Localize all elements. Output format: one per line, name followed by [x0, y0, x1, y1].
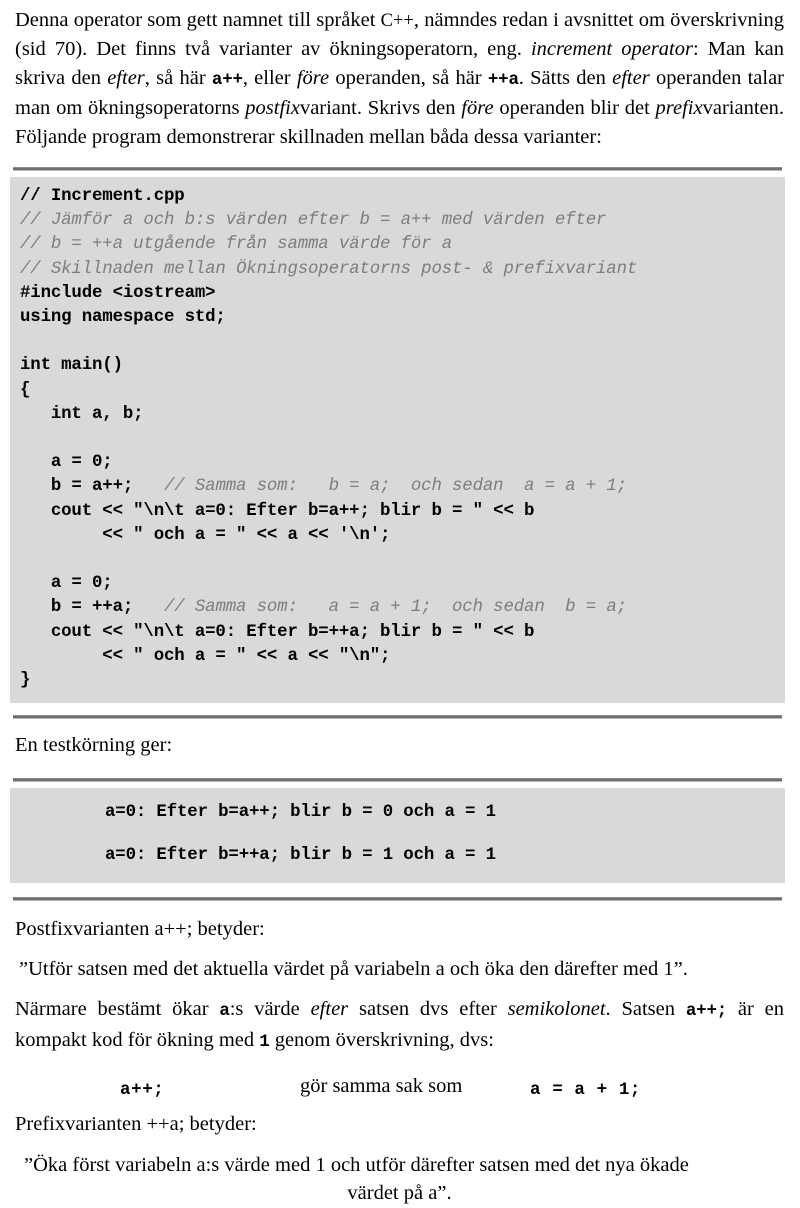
code-text: cout << "\n\t a=0: Efter b=a++; blir b = " << b [20, 501, 535, 521]
code-text: } [20, 671, 31, 691]
code-block [10, 177, 785, 703]
output-block [10, 788, 785, 883]
code-blank-line [10, 548, 785, 572]
code-text: << " och a = " << a << "\n"; [20, 646, 391, 666]
prefix-heading [0, 1110, 800, 1138]
test-run-label: En testkörning ger: [15, 734, 173, 757]
code-line [10, 475, 785, 499]
code-line [10, 185, 785, 209]
code-line [10, 451, 785, 475]
code-comment: // b = ++a utgående från samma värde för a [20, 235, 453, 255]
code-text: int main() [20, 356, 123, 376]
code-text: using namespace std; [20, 308, 226, 328]
spacer [0, 901, 800, 915]
spacer [0, 1056, 800, 1072]
code-comment: // Jämför a och b:s värden efter b = a++ med värden efter [20, 211, 607, 231]
spacer [0, 760, 800, 778]
code-comment: // Skillnaden mellan Ökningsoperatorns post- & prefixvariant [20, 259, 638, 279]
code-text: { [20, 380, 31, 400]
spacer [0, 1139, 800, 1151]
equivalence-left: a++; [120, 1080, 165, 1101]
prefix-heading-post: betyder: [184, 1113, 257, 1136]
code-text: b = ++a; [20, 598, 134, 618]
spacer [0, 943, 800, 955]
prefix-heading-code: ++a; [146, 1113, 185, 1136]
output-line: a=0: Efter b=a++; blir b = 0 och a = 1 [105, 802, 496, 822]
spacer [0, 983, 800, 995]
postfix-heading-pre: Postfixvarianten [15, 917, 155, 940]
equivalence-right: a = a + 1; [530, 1080, 642, 1101]
code-line [10, 403, 785, 427]
code-text: << " och a = " << a << '\n'; [20, 525, 391, 545]
code-comment-title: // Increment.cpp [20, 187, 185, 207]
code-text: cout << "\n\t a=0: Efter b=++a; blir b = " << b [20, 622, 535, 642]
spacer [0, 719, 800, 731]
code-line [10, 524, 785, 548]
code-text: int a, b; [20, 404, 144, 424]
code-line [10, 354, 785, 378]
code-comment: // Samma som: b = a; och sedan a = a + 1; [133, 477, 627, 497]
code-line [10, 306, 785, 330]
code-line [10, 621, 785, 645]
prefix-quote-line-1: ”Öka först variabeln a:s värde med 1 och utför därefter satsen med det nya ökade [24, 1153, 689, 1176]
code-text: a = 0; [20, 574, 113, 594]
code-line [10, 209, 785, 233]
code-line [10, 282, 785, 306]
postfix-heading-post: betyder: [192, 917, 265, 940]
equivalence-row [0, 1072, 800, 1102]
code-line [10, 379, 785, 403]
code-text: b = a++; [20, 477, 134, 497]
code-blank-line [10, 427, 785, 451]
code-line [10, 596, 785, 620]
code-line [10, 258, 785, 282]
prefix-quote-line-2: värdet på a”. [347, 1182, 452, 1205]
output-blank-line [10, 824, 785, 845]
output-line: a=0: Efter b=++a; blir b = 1 och a = 1 [105, 845, 496, 865]
postfix-heading [0, 915, 800, 943]
spacer [0, 151, 800, 167]
postfix-quote: ”Utför satsen med det aktuella värdet på variabeln a och öka den därefter med 1”. [19, 958, 688, 981]
code-line [10, 233, 785, 257]
code-text: a = 0; [20, 453, 113, 473]
code-comment: // Samma som: a = a + 1; och sedan b = a; [133, 598, 627, 618]
code-line [10, 669, 785, 693]
code-text: #include <iostream> [20, 283, 216, 303]
code-line [10, 645, 785, 669]
postfix-detail: Närmare bestämt ökar a:s värde efter satsen dvs efter semikolonet. Satsen a++; är en kompakt kod för ökning med 1 genom överskrivning, dvs: [15, 998, 785, 1052]
spacer [0, 883, 800, 897]
code-line [10, 500, 785, 524]
postfix-heading-code: a++; [154, 917, 193, 940]
code-blank-line [10, 330, 785, 354]
intro-paragraph: Denna operator som gett namnet till språket C++, nämndes redan i avsnittet om överskrivning (sid 70). Det finns två varianter av ökningsoperatorn, eng. increment operator: Man kan skriva den efter, så här a++, eller före operanden, så här ++a. Sätts den efter operanden talar man om ökningsoperatorns postfixvariant. Skrivs den före operanden blir det prefixvarianten. Följande program demonstrerar skillnaden mellan båda dessa varianter: [15, 9, 785, 148]
spacer [0, 703, 800, 715]
code-line [10, 572, 785, 596]
equivalence-middle: gör samma sak som [300, 1075, 463, 1098]
prefix-heading-pre: Prefixvarianten [15, 1113, 147, 1136]
